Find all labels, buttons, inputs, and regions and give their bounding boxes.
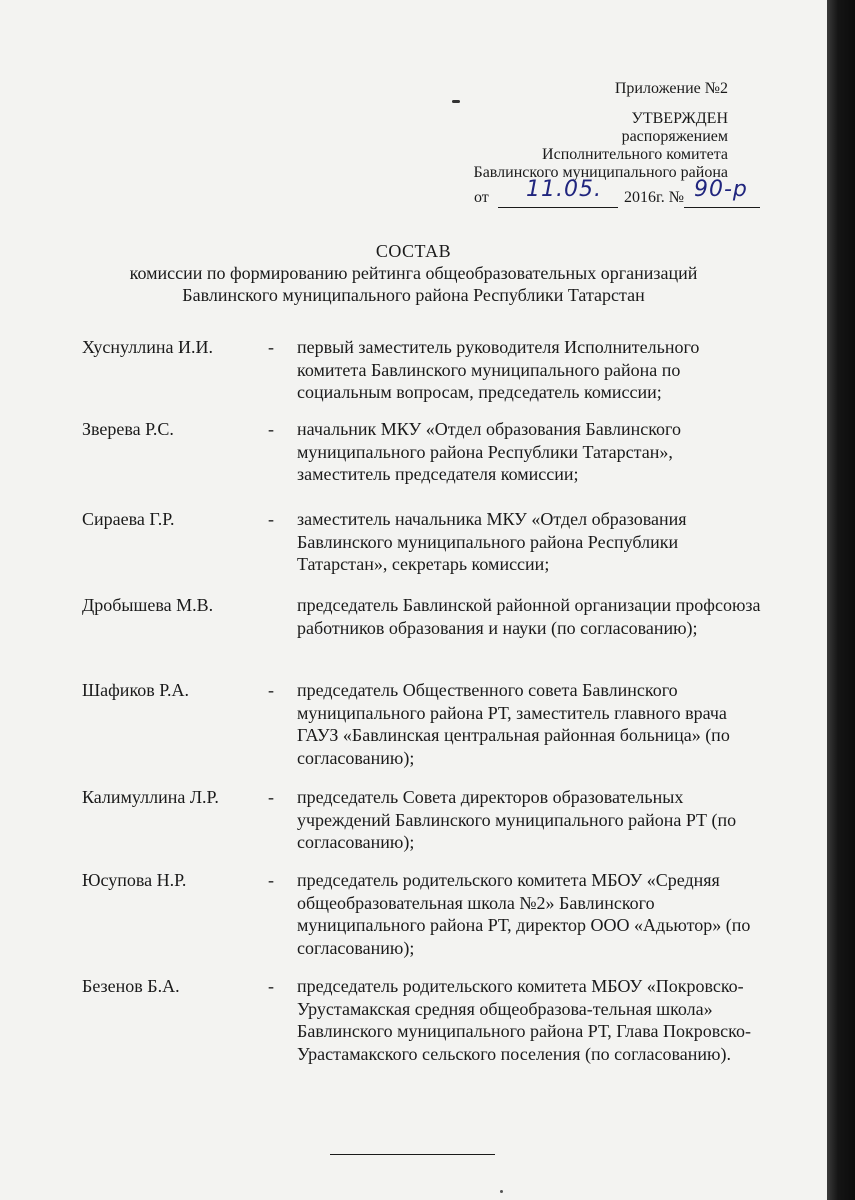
member-name: Калимуллина Л.Р. xyxy=(82,787,219,807)
member-name: Дробышева М.В. xyxy=(82,595,214,615)
member-role: председатель родительского комитета МБОУ «Покровско-Урустамакская средняя общеобразова-тельная школа» Бавлинского муниципального района РТ, Глава Покровско-Урастамакского сельского поселения (по согласованию). xyxy=(297,976,751,1064)
number-underline xyxy=(684,207,760,208)
approved-label: УТВЕРЖДЕН xyxy=(631,110,728,127)
scan-dark-edge xyxy=(827,0,855,1200)
member-dash: - xyxy=(268,680,274,700)
member-name: Юсупова Н.Р. xyxy=(82,870,187,890)
committee-label: Исполнительного комитета xyxy=(542,146,728,163)
year-number-label: 2016г. № xyxy=(624,189,685,206)
document-title: СОСТАВ xyxy=(375,241,452,261)
member-role: заместитель начальника МКУ «Отдел образования Бавлинского муниципального района Республики Татарстан», секретарь комиссии; xyxy=(297,509,687,574)
member-name: Хуснуллина И.И. xyxy=(82,337,213,357)
member-name: Безенов Б.А. xyxy=(82,976,180,996)
appendix-number: Приложение №2 xyxy=(614,80,728,97)
scan-speck xyxy=(500,1190,503,1193)
member-dash: - xyxy=(268,509,274,529)
handwritten-number: 90-р xyxy=(694,177,748,202)
member-role: председатель Бавлинской районной организации профсоюза работников образования и науки (по согласованию); xyxy=(297,595,761,638)
date-underline xyxy=(498,207,618,208)
member-dash: - xyxy=(268,419,274,439)
order-label: распоряжением xyxy=(621,128,728,145)
date-number-line xyxy=(474,177,764,214)
closing-separator-line xyxy=(330,1154,495,1155)
scan-speck xyxy=(452,100,460,103)
member-dash: - xyxy=(268,337,274,357)
document-subtitle-line2: Бавлинского муниципального района Республики Татарстан xyxy=(182,285,645,305)
handwritten-date: 11.05. xyxy=(526,177,602,202)
member-dash: - xyxy=(268,870,274,890)
document-subtitle-line1: комиссии по формированию рейтинга общеобразовательных организаций xyxy=(129,263,698,283)
member-role: председатель Общественного совета Бавлинского муниципального района РТ, заместитель главного врача ГАУЗ «Бавлинская центральная районная больница» (по согласованию); xyxy=(297,680,730,768)
member-name: Шафиков Р.А. xyxy=(82,680,190,700)
member-role: председатель родительского комитета МБОУ «Средняя общеобразовательная школа №2» Бавлинского муниципального района РТ, директор ООО «Адьютор» (по согласованию); xyxy=(297,870,751,958)
member-role: председатель Совета директоров образовательных учреждений Бавлинского муниципального района РТ (по согласованию); xyxy=(297,787,737,852)
member-name: Сираева Г.Р. xyxy=(82,509,175,529)
date-prefix: от xyxy=(474,189,489,206)
district-label: Бавлинского муниципального района xyxy=(473,164,728,181)
member-dash: - xyxy=(268,787,274,807)
member-role: начальник МКУ «Отдел образования Бавлинского муниципального района Республики Татарстан», заместитель председателя комиссии; xyxy=(297,419,681,484)
member-dash: - xyxy=(268,976,274,996)
member-role: первый заместитель руководителя Исполнительного комитета Бавлинского муниципального района по социальным вопросам, председатель комиссии; xyxy=(297,337,700,402)
member-name: Зверева Р.С. xyxy=(82,419,174,439)
